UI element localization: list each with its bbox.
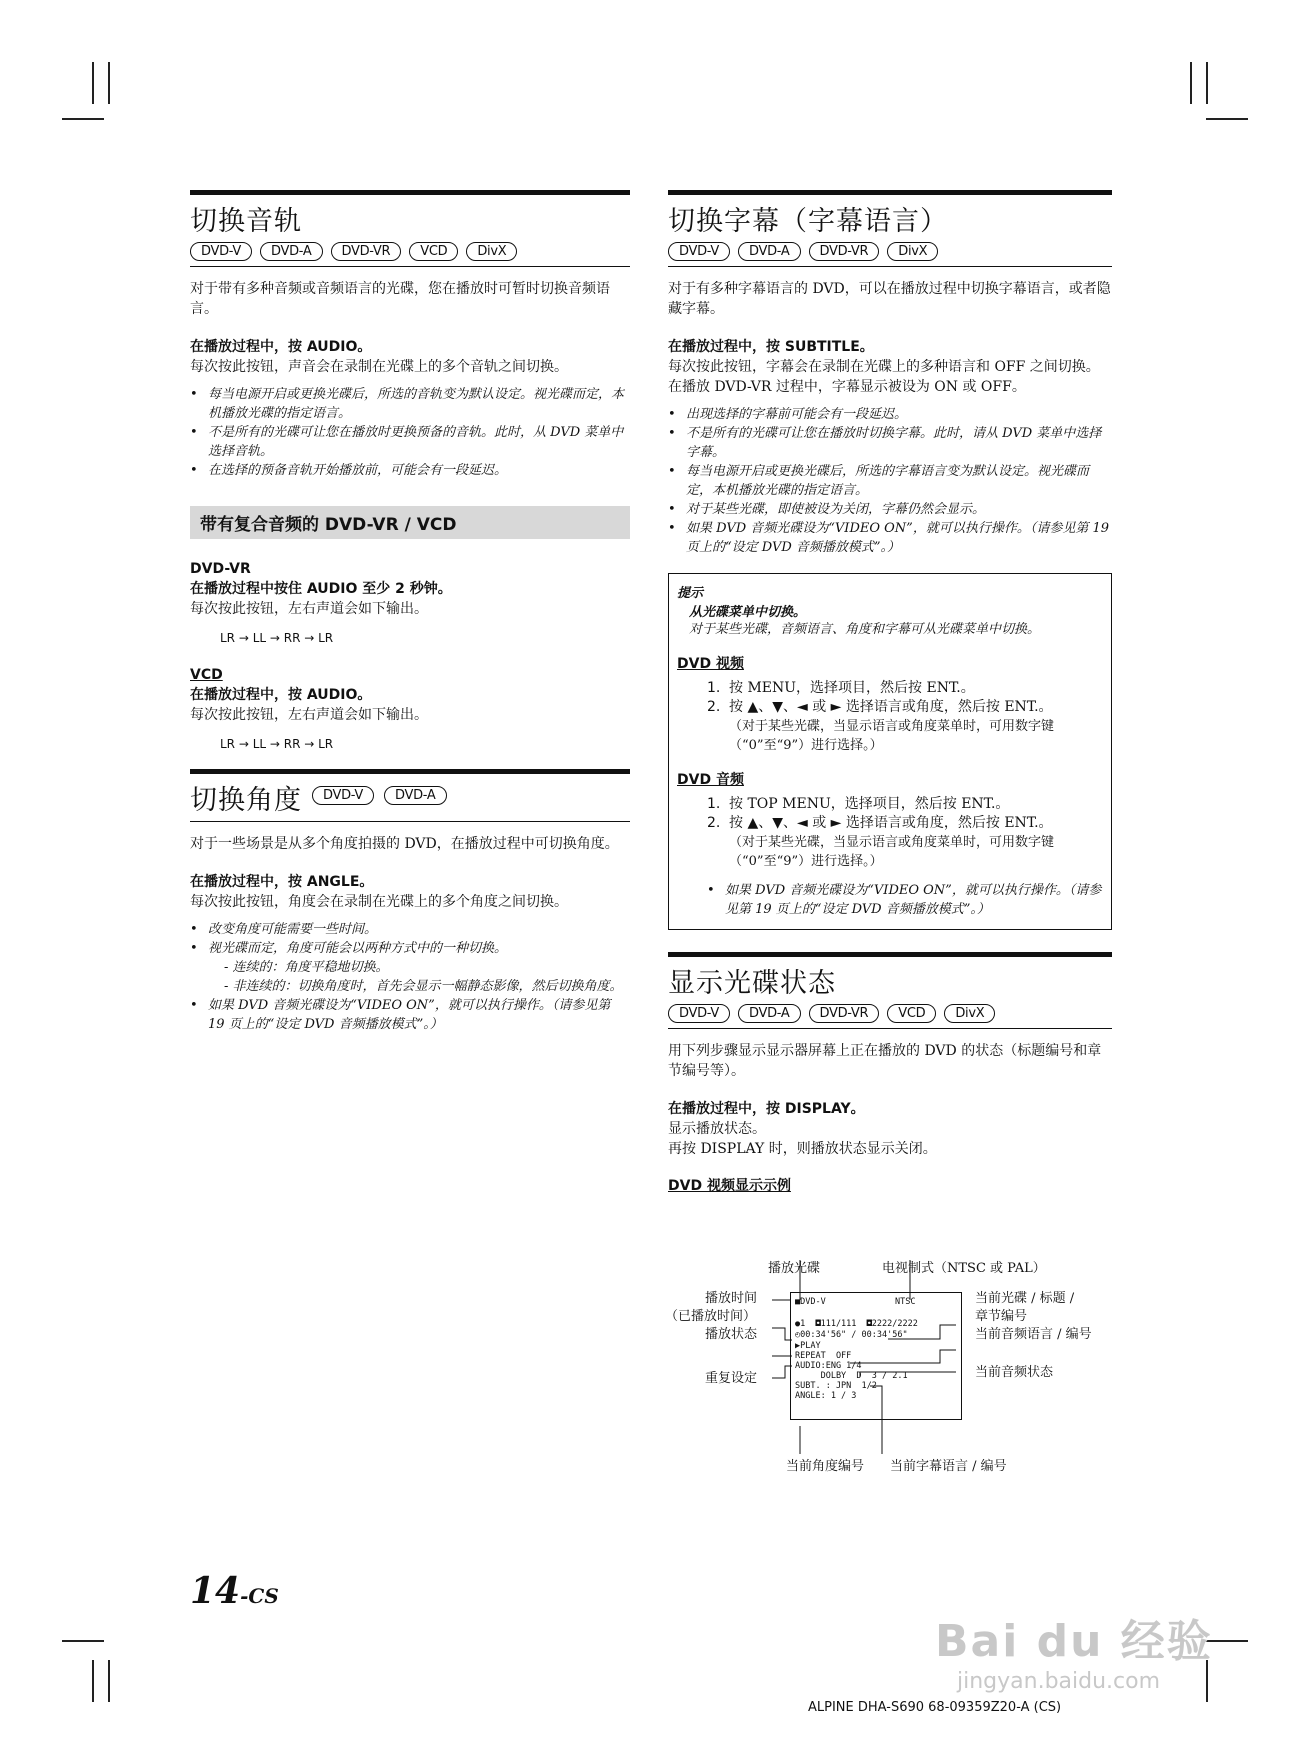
note-item: • 如果 DVD 音频光碟设为“VIDEO ON”，就可以执行操作。（请参见第 19 页上的“设定 DVD 音频播放模式”。） — [707, 881, 1103, 919]
left-column — [190, 190, 630, 1034]
osd-repeat: REPEAT OFF — [795, 1351, 852, 1361]
dvdvr-desc: 每次按此按钮，左右声道会如下输出。 — [190, 601, 428, 617]
badge-divx: DivX — [887, 242, 938, 261]
vcd-channel-sequence: LR → LL → RR → LR — [220, 737, 334, 751]
audio-disc-badges — [190, 242, 630, 267]
audio-notes — [190, 385, 630, 480]
badge-dvd-a: DVD-A — [738, 1004, 800, 1023]
note-item: • 在选择的预备音轨开始播放前，可能会有一段延迟。 — [190, 461, 630, 480]
osd-angle: ANGLE: 1 / 3 — [795, 1391, 857, 1401]
label-current-disc: 当前光碟 / 标题 / — [975, 1291, 1075, 1306]
leader-line — [772, 1328, 792, 1340]
crop-mark — [92, 1660, 94, 1702]
note-item: • 如果 DVD 音频光碟设为“VIDEO ON”，就可以执行操作。（请参见第 19 页上的“设定 DVD 音频播放模式”。） — [190, 996, 630, 1034]
subtitle-desc: 每次按此按钮，字幕会在录制在光碟上的多种语言和 OFF 之间切换。 — [668, 359, 1100, 375]
label-chapter: 章节编号 — [975, 1309, 1028, 1324]
note-item: • 视光碟而定，角度可能会以两种方式中的一种切换。 — [190, 939, 630, 958]
note-item: • 改变角度可能需要一些时间。 — [190, 920, 630, 939]
osd-play-state: ▶PLAY — [795, 1341, 821, 1351]
audio-desc: 每次按此按钮，声音会在录制在光碟上的多个音轨之间切换。 — [190, 359, 568, 375]
label-play-state: 播放状态 — [705, 1327, 758, 1342]
badge-divx: DivX — [944, 1004, 995, 1023]
note-item: • 不是所有的光碟可让您在播放时切换字幕。此时，请从 DVD 菜单中选择字幕。 — [668, 424, 1112, 462]
tip-notes — [707, 881, 1103, 919]
tip-audio-note: （对于某些光碟，当显示语言或角度菜单时，可用数字键（“0”至“9”）进行选择。） — [729, 835, 1055, 869]
section-rule — [190, 190, 630, 195]
badge-dvd-a: DVD-A — [738, 242, 800, 261]
dvdvr-channel-sequence: LR → LL → RR → LR — [220, 631, 334, 645]
note-item: • 每当电源开启或更换光碟后，所选的字幕语言变为默认设定。视光碟而定，本机播放光碟的指定语言。 — [668, 462, 1112, 500]
dvdvr-heading: DVD-VR — [190, 561, 251, 577]
step-item — [707, 795, 1103, 814]
osd-title-chapter: ●1 ◘111/111 ◘2222/2222 — [795, 1319, 918, 1329]
tip-box — [668, 573, 1112, 930]
step-text: 按 MENU，选择项目，然后按 ENT.。 — [729, 680, 975, 696]
angle-title-row — [190, 774, 630, 822]
label-play-disc: 播放光碟 — [768, 1261, 821, 1276]
label-repeat: 重复设定 — [705, 1371, 758, 1386]
tip-audio-steps — [677, 795, 1103, 833]
badge-divx: DivX — [466, 242, 517, 261]
label-audio-state: 当前音频状态 — [975, 1365, 1054, 1380]
audio-instruction: 在播放过程中，按 AUDIO。 — [190, 339, 372, 355]
display-desc: 显示播放状态。 — [668, 1121, 766, 1137]
vcd-desc: 每次按此按钮，左右声道会如下输出。 — [190, 707, 428, 723]
osd-time: ◴00:34'56" / 00:34'56" — [795, 1330, 908, 1340]
subtitle-intro: 对于有多种字幕语言的 DVD，可以在播放过程中切换字幕语言，或者隐藏字幕。 — [668, 281, 1111, 317]
note-item: • 如果 DVD 音频光碟设为“VIDEO ON”，就可以执行操作。（请参见第 19 页上的“设定 DVD 音频播放模式”。） — [668, 519, 1112, 557]
tip-label: 提示 — [677, 586, 704, 601]
display-instruction: 在播放过程中，按 DISPLAY。 — [668, 1101, 865, 1117]
badge-dvd-v: DVD-V — [668, 1004, 730, 1023]
crop-mark — [62, 118, 104, 120]
osd-audio: AUDIO:ENG 1/4 — [795, 1361, 862, 1371]
osd-audio-format: DOLBY D 3 / 2.1 — [795, 1371, 908, 1381]
tip-dvd-video-heading: DVD 视频 — [677, 656, 744, 672]
angle-desc: 每次按此按钮，角度会在录制在光碟上的多个角度之间切换。 — [190, 894, 568, 910]
step-item — [707, 814, 1103, 833]
badge-dvd-vr: DVD-VR — [809, 242, 880, 261]
badge-dvd-v: DVD-V — [190, 242, 252, 261]
leader-line — [860, 1372, 956, 1377]
angle-subnote: - 非连续的：切换角度时，首先会显示一幅静态影像，然后切换角度。 — [224, 979, 623, 994]
leader-line — [870, 1386, 882, 1454]
footer-model-code: ALPINE DHA-S690 68-09359Z20-A (CS) — [808, 1700, 1062, 1715]
badge-vcd: VCD — [887, 1004, 936, 1023]
tip-heading: 从光碟菜单中切换。 — [689, 605, 807, 620]
display-intro: 用下列步骤显示显示器屏幕上正在播放的 DVD 的状态（标题编号和章节编号等）。 — [668, 1043, 1102, 1079]
crop-mark — [1190, 62, 1192, 104]
page-number — [190, 1570, 279, 1612]
watermark — [935, 1605, 1213, 1694]
label-subtitle-language: 当前字幕语言 / 编号 — [890, 1459, 1007, 1474]
tip-video-steps — [677, 679, 1103, 717]
badge-dvd-v: DVD-V — [312, 786, 374, 805]
osd-leader-lines — [650, 1250, 1120, 1460]
subtitle-notes — [668, 405, 1112, 557]
badge-dvd-v: DVD-V — [668, 242, 730, 261]
osd-subtitle: SUBT. : JPN 1/2 — [795, 1381, 877, 1391]
multiplex-audio-band: 带有复合音频的 DVD-VR / VCD — [190, 506, 630, 539]
osd-disc-type: ■DVD-V — [795, 1297, 826, 1307]
step-text: 按 ▲、▼、◄ 或 ► 选择语言或角度，然后按 ENT.。 — [729, 815, 1053, 831]
page-number-value: 14 — [190, 1570, 241, 1612]
label-tv-system: 电视制式（NTSC 或 PAL） — [882, 1261, 1046, 1276]
label-audio-language: 当前音频语言 / 编号 — [975, 1327, 1092, 1342]
display-disc-badges — [668, 1004, 1112, 1029]
osd-tv-system: NTSC — [895, 1297, 916, 1307]
section-rule — [668, 952, 1112, 957]
display-desc-off: 再按 DISPLAY 时，则播放状态显示关闭。 — [668, 1141, 937, 1157]
display-section-title: 显示光碟状态 — [668, 968, 836, 999]
badge-dvd-a: DVD-A — [260, 242, 322, 261]
label-play-time: 播放时间 — [705, 1291, 758, 1306]
watermark-url: jingyan.baidu.com — [957, 1669, 1161, 1694]
angle-instruction: 在播放过程中，按 ANGLE。 — [190, 874, 374, 890]
badge-dvd-vr: DVD-VR — [809, 1004, 880, 1023]
crop-mark — [92, 62, 94, 104]
tip-video-note: （对于某些光碟，当显示语言或角度菜单时，可用数字键（“0”至“9”）进行选择。） — [729, 719, 1055, 753]
crop-mark — [1206, 62, 1208, 104]
vcd-heading: VCD — [190, 667, 223, 683]
subtitle-section-title: 切换字幕（字幕语言） — [668, 206, 948, 237]
leader-line — [772, 1366, 792, 1378]
crop-mark — [62, 1640, 104, 1642]
crop-mark — [108, 62, 110, 104]
angle-section-title: 切换角度 — [190, 785, 302, 816]
crop-mark — [1206, 118, 1248, 120]
step-text: 按 ▲、▼、◄ 或 ► 选择语言或角度，然后按 ENT.。 — [729, 699, 1053, 715]
note-item: • 对于某些光碟，即使被设为关闭，字幕仍然会显示。 — [668, 500, 1112, 519]
crop-mark — [108, 1660, 110, 1702]
badge-dvd-a: DVD-A — [384, 786, 446, 805]
tip-text: 对于某些光碟，音频语言、角度和字幕可从光碟菜单中切换。 — [689, 622, 1041, 637]
leader-line — [850, 1350, 956, 1363]
subtitle-desc-vr: 在播放 DVD-VR 过程中，字幕显示被设为 ON 或 OFF。 — [668, 379, 1026, 395]
subtitle-disc-badges — [668, 242, 1112, 267]
note-item: • 每当电源开启或更换光碟后，所选的音轨变为默认设定。视光碟而定，本机播放光碟的指定语言。 — [190, 385, 630, 423]
label-angle-number: 当前角度编号 — [786, 1459, 865, 1474]
audio-intro: 对于带有多种音频或音频语言的光碟，您在播放时可暂时切换音频语言。 — [190, 281, 610, 317]
note-item: • 出现选择的字幕前可能会有一段延迟。 — [668, 405, 1112, 424]
step-number: 1. — [707, 796, 721, 812]
step-item — [707, 698, 1103, 717]
leader-line — [888, 1325, 956, 1339]
vcd-instruction: 在播放过程中，按 AUDIO。 — [190, 687, 372, 703]
angle-notes-2 — [190, 996, 630, 1034]
badge-vcd: VCD — [409, 242, 458, 261]
section-rule — [668, 190, 1112, 195]
step-text: 按 TOP MENU，选择项目，然后按 ENT.。 — [729, 796, 1010, 812]
angle-notes — [190, 920, 630, 958]
tip-dvd-audio-heading: DVD 音频 — [677, 772, 744, 788]
display-example-heading: DVD 视频显示示例 — [668, 1178, 791, 1194]
label-elapsed-time: （已播放时间） — [665, 1309, 757, 1324]
angle-subnote: - 连续的：角度平稳地切换。 — [224, 960, 389, 975]
step-number: 2. — [707, 699, 721, 715]
page-number-suffix: -CS — [240, 1584, 279, 1608]
step-number: 1. — [707, 680, 721, 696]
angle-intro: 对于一些场景是从多个角度拍摄的 DVD，在播放过程中可切换角度。 — [190, 836, 619, 852]
audio-section-title: 切换音轨 — [190, 206, 302, 237]
dvdvr-instruction: 在播放过程中按住 AUDIO 至少 2 秒钟。 — [190, 581, 452, 597]
step-item — [707, 679, 1103, 698]
note-item: • 不是所有的光碟可让您在播放时更换预备的音轨。此时，从 DVD 菜单中选择音轨。 — [190, 423, 630, 461]
right-column — [668, 190, 1112, 1197]
step-number: 2. — [707, 815, 721, 831]
subtitle-instruction: 在播放过程中，按 SUBTITLE。 — [668, 339, 874, 355]
watermark-brand: Bai du 经验 — [935, 1616, 1213, 1667]
badge-dvd-vr: DVD-VR — [331, 242, 402, 261]
